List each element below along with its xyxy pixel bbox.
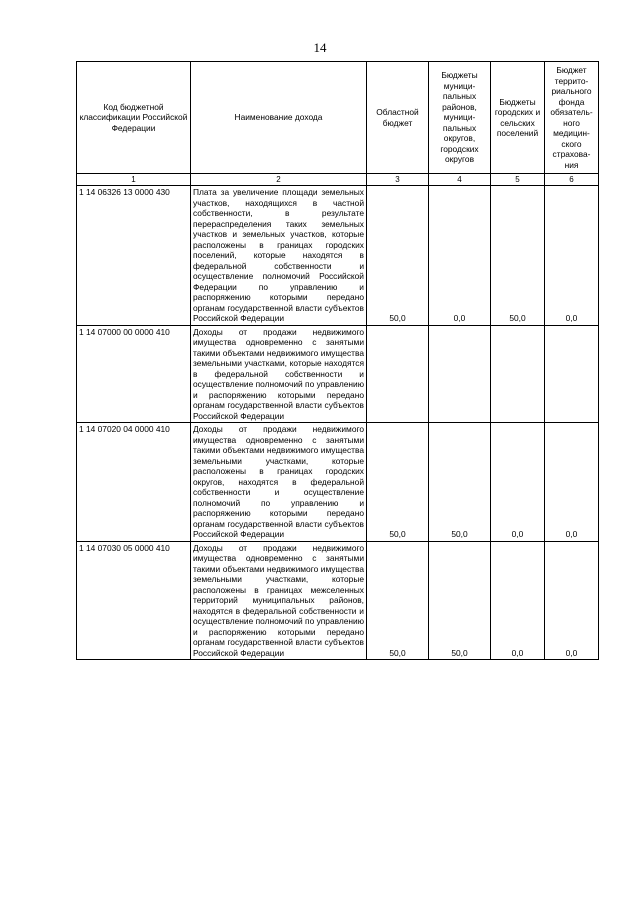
column-number: 2	[191, 174, 367, 186]
row-name: Доходы от продажи недвижимого имущества одновременно с занятыми такими объектами недвижимого имущества земельными участками, которые расположены в границах межселенных территорий муниципальных районов, находятся в федеральной собственности и осуществление полномочий по управлению и распоряжению которыми передано органам государственной власти субъектов Российской Федерации	[191, 541, 367, 660]
row-code: 1 14 07000 00 0000 410	[77, 325, 191, 423]
row-name: Доходы от продажи недвижимого имущества одновременно с занятыми такими объектами недвижимого имущества земельными участками, которые расположены в границах городских округов, находятся в федеральной собственности и осуществление полномочий по управлению и распоряжению которыми передано органам государственной власти субъектов Российской Федерации	[191, 423, 367, 542]
column-number: 4	[429, 174, 491, 186]
row-settlement-value: 50,0	[491, 186, 545, 326]
row-code: 1 14 07020 04 0000 410	[77, 423, 191, 542]
row-code: 1 14 06326 13 0000 430	[77, 186, 191, 326]
column-number: 5	[491, 174, 545, 186]
header-name: Наименование дохода	[191, 62, 367, 174]
row-fund-value: 0,0	[545, 541, 599, 660]
row-oblast-value: 50,0	[367, 186, 429, 326]
row-fund-value: 0,0	[545, 423, 599, 542]
row-oblast-value: 50,0	[367, 541, 429, 660]
row-name: Плата за увеличение площади земельных участков, находящихся в частной собственности, в результате перераспределения таких земельных участков и земельных участков, которые расположены в границах городских поселений, которые находятся в федеральной собственности и осуществление полномочий Российской Федерации по управлению и распоряжению которыми передано органам государственной власти субъектов Российской Федерации	[191, 186, 367, 326]
budget-revenue-table	[76, 61, 599, 660]
row-oblast-value: 50,0	[367, 423, 429, 542]
header-medical-insurance-fund: Бюджет террито-риального фонда обязатель-ного медицин-ского страхова-ния	[545, 62, 599, 174]
header-code: Код бюджетной классификации Российской Федерации	[77, 62, 191, 174]
header-oblast-budget: Областной бюджет	[367, 62, 429, 174]
table-row	[77, 541, 599, 660]
row-fund-value	[545, 325, 599, 423]
column-number-row	[77, 174, 599, 186]
header-settlement-budgets: Бюджеты городских и сельских поселений	[491, 62, 545, 174]
row-fund-value: 0,0	[545, 186, 599, 326]
row-municipal-value: 50,0	[429, 423, 491, 542]
row-code: 1 14 07030 05 0000 410	[77, 541, 191, 660]
column-number: 6	[545, 174, 599, 186]
row-municipal-value: 50,0	[429, 541, 491, 660]
table-row	[77, 186, 599, 326]
row-settlement-value: 0,0	[491, 541, 545, 660]
table-row	[77, 325, 599, 423]
row-settlement-value	[491, 325, 545, 423]
row-settlement-value: 0,0	[491, 423, 545, 542]
row-municipal-value	[429, 325, 491, 423]
table-row	[77, 423, 599, 542]
row-name: Доходы от продажи недвижимого имущества одновременно с занятыми такими объектами недвижимого имущества земельными участками, которые находятся в федеральной собственности и осуществление полномочий по управлению и распоряжению которыми передано органам государственной власти субъектов Российской Федерации	[191, 325, 367, 423]
column-number: 3	[367, 174, 429, 186]
row-oblast-value	[367, 325, 429, 423]
table-header-row	[77, 62, 599, 174]
page-number: 14	[313, 40, 327, 55]
row-municipal-value: 0,0	[429, 186, 491, 326]
column-number: 1	[77, 174, 191, 186]
header-municipal-budgets: Бюджеты муници-пальных районов, муници-пальных округов, городских округов	[429, 62, 491, 174]
